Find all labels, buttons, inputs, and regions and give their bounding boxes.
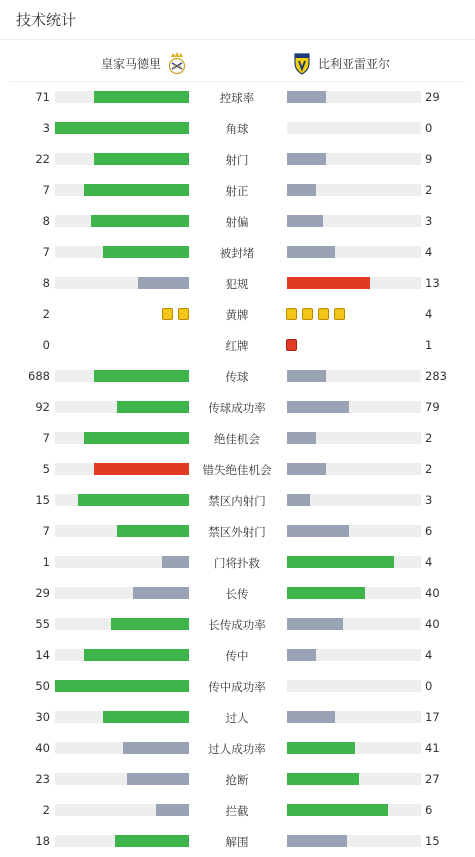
home-bar-track xyxy=(55,215,189,227)
away-value: 4 xyxy=(425,245,433,259)
red-card-icon xyxy=(286,339,297,351)
svg-text:RM: RM xyxy=(173,64,181,71)
yellow-card-icon xyxy=(162,308,173,320)
home-bar-track xyxy=(55,184,189,196)
away-bar-fill xyxy=(287,153,326,165)
stat-label: 控球率 xyxy=(219,91,255,105)
stat-row xyxy=(0,764,475,795)
away-cards xyxy=(286,339,297,352)
away-bar-track xyxy=(287,649,421,661)
away-bar-track xyxy=(287,370,421,382)
home-bar-track xyxy=(55,153,189,165)
away-value: 4 xyxy=(425,555,433,569)
yellow-card-icon xyxy=(334,308,345,320)
stat-row xyxy=(0,361,475,392)
stat-label: 门将扑救 xyxy=(214,556,260,570)
home-bar-fill xyxy=(111,618,189,630)
yellow-card-icon xyxy=(302,308,313,320)
away-value: 3 xyxy=(425,214,433,228)
home-value: 7 xyxy=(42,183,50,197)
away-bar-track xyxy=(287,122,421,134)
home-bar-fill xyxy=(156,804,190,816)
away-cards xyxy=(286,308,345,321)
home-bar-fill xyxy=(133,587,189,599)
home-bar-track xyxy=(55,587,189,599)
stat-label: 传中成功率 xyxy=(208,680,266,694)
stat-row xyxy=(0,423,475,454)
home-bar-track xyxy=(55,556,189,568)
home-value: 7 xyxy=(42,245,50,259)
away-value: 4 xyxy=(425,307,433,321)
away-bar-fill xyxy=(287,525,349,537)
away-value: 6 xyxy=(425,524,433,538)
home-bar-fill xyxy=(138,277,189,289)
header-divider xyxy=(0,39,475,40)
home-bar-fill xyxy=(115,835,189,847)
away-bar-track xyxy=(287,277,421,289)
stat-row xyxy=(0,516,475,547)
home-bar-fill xyxy=(162,556,189,568)
home-bar-track xyxy=(55,463,189,475)
yellow-card-icon xyxy=(286,308,297,320)
away-bar-track xyxy=(287,153,421,165)
away-bar-track xyxy=(287,773,421,785)
away-value: 79 xyxy=(425,400,440,414)
away-bar-fill xyxy=(287,835,347,847)
home-value: 23 xyxy=(35,772,50,786)
home-value: 92 xyxy=(35,400,50,414)
away-bar-track xyxy=(287,680,421,692)
away-bar-track xyxy=(287,215,421,227)
real-madrid-crest-icon xyxy=(167,51,187,75)
away-value: 15 xyxy=(425,834,440,848)
away-bar-track xyxy=(287,525,421,537)
away-bar-track xyxy=(287,463,421,475)
stat-row xyxy=(0,113,475,144)
stat-label: 传球成功率 xyxy=(208,401,266,415)
away-value: 13 xyxy=(425,276,440,290)
stat-row xyxy=(0,268,475,299)
away-value: 0 xyxy=(425,679,433,693)
stat-row xyxy=(0,733,475,764)
home-bar-track xyxy=(55,835,189,847)
home-bar-track xyxy=(55,618,189,630)
away-value: 1 xyxy=(425,338,433,352)
away-bar-fill xyxy=(287,246,335,258)
stat-label: 射正 xyxy=(225,184,249,198)
away-bar-track xyxy=(287,711,421,723)
home-bar-track xyxy=(55,91,189,103)
home-bar-fill xyxy=(91,215,189,227)
page-title: 技术统计 xyxy=(16,11,77,29)
stat-label: 长传 xyxy=(225,587,249,601)
away-bar-fill xyxy=(287,91,326,103)
home-value: 30 xyxy=(35,710,50,724)
away-bar-track xyxy=(287,587,421,599)
home-value: 7 xyxy=(42,431,50,445)
home-bar-track xyxy=(55,122,189,134)
home-bar-fill xyxy=(123,742,189,754)
home-bar-track xyxy=(55,525,189,537)
stat-label: 射门 xyxy=(225,153,249,167)
away-value: 40 xyxy=(425,586,440,600)
home-cards xyxy=(162,308,189,321)
home-bar-fill xyxy=(55,122,189,134)
away-bar-track xyxy=(287,835,421,847)
stat-row xyxy=(0,578,475,609)
away-value: 9 xyxy=(425,152,433,166)
away-team[interactable] xyxy=(292,51,390,75)
home-bar-track xyxy=(55,773,189,785)
home-bar-track xyxy=(55,742,189,754)
stat-row xyxy=(0,485,475,516)
away-value: 2 xyxy=(425,462,433,476)
stat-row xyxy=(0,640,475,671)
stat-row xyxy=(0,547,475,578)
stat-label: 犯规 xyxy=(225,277,249,291)
home-bar-track xyxy=(55,804,189,816)
home-bar-fill xyxy=(117,525,189,537)
yellow-card-icon xyxy=(318,308,329,320)
home-team[interactable] xyxy=(101,51,187,75)
stat-row xyxy=(0,826,475,857)
away-bar-fill xyxy=(287,618,343,630)
away-team-name: 比利亚雷亚尔 xyxy=(318,56,391,71)
teams-header xyxy=(0,45,475,81)
home-bar-track xyxy=(55,680,189,692)
away-value: 27 xyxy=(425,772,440,786)
stat-label: 过人 xyxy=(225,711,249,725)
away-bar-fill xyxy=(287,215,323,227)
away-bar-fill xyxy=(287,184,316,196)
home-bar-fill xyxy=(78,494,189,506)
home-team-name: 皇家马德里 xyxy=(100,56,161,71)
stat-row xyxy=(0,392,475,423)
away-bar-fill xyxy=(287,804,388,816)
away-bar-track xyxy=(287,91,421,103)
home-bar-fill xyxy=(117,401,189,413)
away-bar-fill xyxy=(287,711,335,723)
away-bar-fill xyxy=(287,587,365,599)
villarreal-crest-icon xyxy=(292,51,312,75)
away-value: 4 xyxy=(425,648,433,662)
home-value: 5 xyxy=(42,462,50,476)
stat-row xyxy=(0,175,475,206)
stat-row xyxy=(0,702,475,733)
home-value: 22 xyxy=(35,152,50,166)
away-value: 40 xyxy=(425,617,440,631)
home-value: 50 xyxy=(35,679,50,693)
stat-label: 拦截 xyxy=(225,804,249,818)
home-value: 688 xyxy=(28,369,50,383)
home-value: 0 xyxy=(42,338,50,352)
home-bar-track xyxy=(55,432,189,444)
stat-row xyxy=(0,454,475,485)
away-bar-fill xyxy=(287,494,310,506)
stat-row xyxy=(0,299,475,330)
home-bar-fill xyxy=(55,680,189,692)
home-value: 3 xyxy=(42,121,50,135)
stat-label: 红牌 xyxy=(225,339,249,353)
home-bar-track xyxy=(55,711,189,723)
home-bar-fill xyxy=(94,153,189,165)
stat-label: 禁区外射门 xyxy=(208,525,266,539)
home-value: 7 xyxy=(42,524,50,538)
away-bar-fill xyxy=(287,742,355,754)
away-value: 2 xyxy=(425,183,433,197)
stat-label: 解围 xyxy=(225,835,249,849)
home-bar-fill xyxy=(84,649,189,661)
away-bar-fill xyxy=(287,556,394,568)
home-bar-fill xyxy=(94,463,189,475)
stat-label: 黄牌 xyxy=(225,308,249,322)
home-value: 18 xyxy=(35,834,50,848)
away-value: 283 xyxy=(425,369,447,383)
away-bar-fill xyxy=(287,463,326,475)
away-bar-track xyxy=(287,184,421,196)
away-value: 29 xyxy=(425,90,440,104)
stat-label: 角球 xyxy=(225,122,249,136)
home-value: 29 xyxy=(35,586,50,600)
stat-row xyxy=(0,237,475,268)
stat-row xyxy=(0,82,475,113)
away-bar-track xyxy=(287,742,421,754)
away-bar-track xyxy=(287,494,421,506)
away-bar-track xyxy=(287,618,421,630)
stat-label: 传球 xyxy=(225,370,249,384)
stat-row xyxy=(0,330,475,361)
away-value: 41 xyxy=(425,741,440,755)
stat-row xyxy=(0,671,475,702)
stat-label: 错失绝佳机会 xyxy=(202,463,272,477)
home-bar-fill xyxy=(103,711,189,723)
yellow-card-icon xyxy=(178,308,189,320)
away-bar-fill xyxy=(287,277,370,289)
away-bar-track xyxy=(287,401,421,413)
home-value: 8 xyxy=(42,214,50,228)
stat-label: 绝佳机会 xyxy=(214,432,260,446)
away-bar-track xyxy=(287,246,421,258)
home-bar-fill xyxy=(127,773,189,785)
stat-row xyxy=(0,609,475,640)
home-value: 2 xyxy=(42,307,50,321)
home-bar-track xyxy=(55,246,189,258)
away-bar-track xyxy=(287,804,421,816)
away-bar-fill xyxy=(287,401,349,413)
home-bar-track xyxy=(55,370,189,382)
away-value: 17 xyxy=(425,710,440,724)
stat-label: 被封堵 xyxy=(219,246,255,260)
home-value: 8 xyxy=(42,276,50,290)
away-bar-fill xyxy=(287,432,316,444)
home-bar-fill xyxy=(94,91,189,103)
home-bar-fill xyxy=(94,370,189,382)
home-value: 1 xyxy=(42,555,50,569)
home-value: 14 xyxy=(35,648,50,662)
home-bar-track xyxy=(55,401,189,413)
away-value: 3 xyxy=(425,493,433,507)
home-value: 40 xyxy=(35,741,50,755)
stat-label: 过人成功率 xyxy=(208,742,266,756)
home-value: 2 xyxy=(42,803,50,817)
away-value: 2 xyxy=(425,431,433,445)
stats-list xyxy=(0,82,475,857)
stat-label: 射偏 xyxy=(225,215,249,229)
home-bar-fill xyxy=(84,184,189,196)
home-value: 55 xyxy=(35,617,50,631)
stat-label: 抢断 xyxy=(225,773,249,787)
stat-row xyxy=(0,144,475,175)
home-bar-track xyxy=(55,277,189,289)
away-bar-fill xyxy=(287,773,359,785)
stat-label: 禁区内射门 xyxy=(208,494,266,508)
home-value: 15 xyxy=(35,493,50,507)
home-bar-fill xyxy=(103,246,189,258)
stat-label: 传中 xyxy=(225,649,249,663)
away-bar-fill xyxy=(287,649,316,661)
away-value: 6 xyxy=(425,803,433,817)
stat-row xyxy=(0,795,475,826)
away-bar-fill xyxy=(287,370,326,382)
away-value: 0 xyxy=(425,121,433,135)
stat-label: 长传成功率 xyxy=(208,618,266,632)
home-bar-track xyxy=(55,494,189,506)
away-bar-track xyxy=(287,432,421,444)
stat-row xyxy=(0,206,475,237)
home-bar-track xyxy=(55,649,189,661)
home-bar-fill xyxy=(84,432,189,444)
home-value: 71 xyxy=(35,90,50,104)
away-bar-track xyxy=(287,556,421,568)
